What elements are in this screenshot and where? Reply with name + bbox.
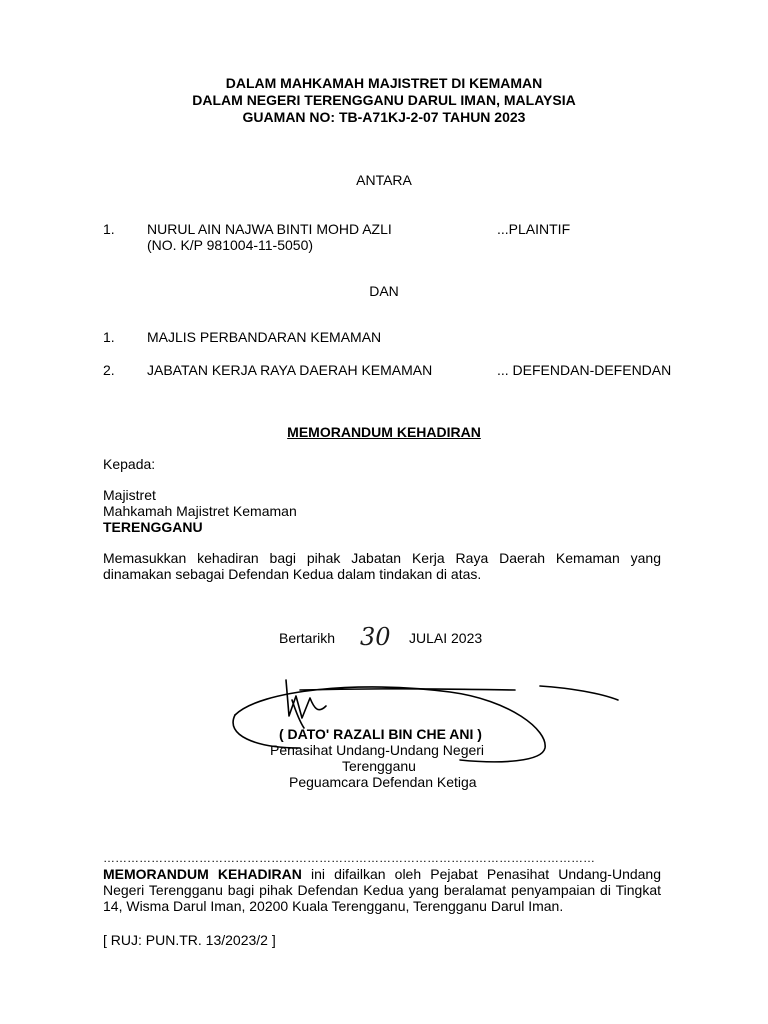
defendant-2-name: JABATAN KERJA RAYA DAERAH KEMAMAN — [147, 362, 433, 378]
defendants-role: ... DEFENDAN-DEFENDAN — [497, 362, 672, 378]
defendant-2-number: 2. — [103, 362, 115, 378]
handwritten-day: 30 — [360, 623, 391, 651]
kepada-label: Kepada: — [103, 456, 156, 472]
reference-number: [ RUJ: PUN.TR. 13/2023/2 ] — [103, 932, 276, 948]
body-paragraph: Memasukkan kehadiran bagi pihak Jabatan Kerja Raya Daerah Kemaman yang dinamakan sebagai Defendan Kedua dalam tindakan di atas. — [103, 550, 661, 582]
date-month-year: JULAI 2023 — [409, 630, 483, 646]
plaintiff-number: 1. — [103, 221, 115, 237]
signatory-title2: Terengganu — [342, 758, 416, 774]
signatory-name: ( DATO' RAZALI BIN CHE ANI ) — [279, 726, 482, 742]
footer-dotted-line: …………………………………………………………………………………………………………… — [103, 851, 595, 865]
defendant-1-number: 1. — [103, 329, 115, 345]
court-state: DALAM NEGERI TERENGGANU DARUL IMAN, MALAYSIA — [192, 92, 576, 108]
antara-label: ANTARA — [356, 172, 412, 188]
plaintiff-role: ...PLAINTIF — [497, 221, 571, 237]
addressee-line3: TERENGGANU — [103, 519, 203, 535]
defendant-1-name: MAJLIS PERBANDARAN KEMAMAN — [147, 329, 382, 345]
plaintiff-ic: (NO. K/P 981004-11-5050) — [147, 237, 314, 253]
court-title: DALAM MAHKAMAH MAJISTRET DI KEMAMAN — [225, 75, 543, 91]
addressee-line2: Mahkamah Majistret Kemaman — [103, 503, 297, 519]
plaintiff-name: NURUL AIN NAJWA BINTI MOHD AZLI — [147, 221, 392, 237]
signatory-title3: Peguamcara Defendan Ketiga — [289, 774, 477, 790]
case-number: GUAMAN NO: TB-A71KJ-2-07 TAHUN 2023 — [242, 109, 526, 125]
addressee-line1: Majistret — [103, 487, 156, 503]
dan-label: DAN — [369, 283, 399, 299]
signatory-title1: Penasihat Undang-Undang Negeri — [270, 742, 485, 758]
footer-bold-lead: MEMORANDUM KEHADIRAN — [103, 866, 302, 882]
document-title: MEMORANDUM KEHADIRAN — [287, 424, 481, 440]
footer-paragraph — [103, 866, 661, 914]
date-label: Bertarikh — [279, 630, 336, 646]
footer-text: ini difailkan oleh Pejabat Penasihat Undang-Undang Negeri Terengganu bagi pihak Defendan Kedua yang beralamat penyampaian di Tingkat 14, Wisma Darul Iman, 20200 Kuala Terengganu, Terengganu Darul Iman. — [103, 866, 661, 914]
